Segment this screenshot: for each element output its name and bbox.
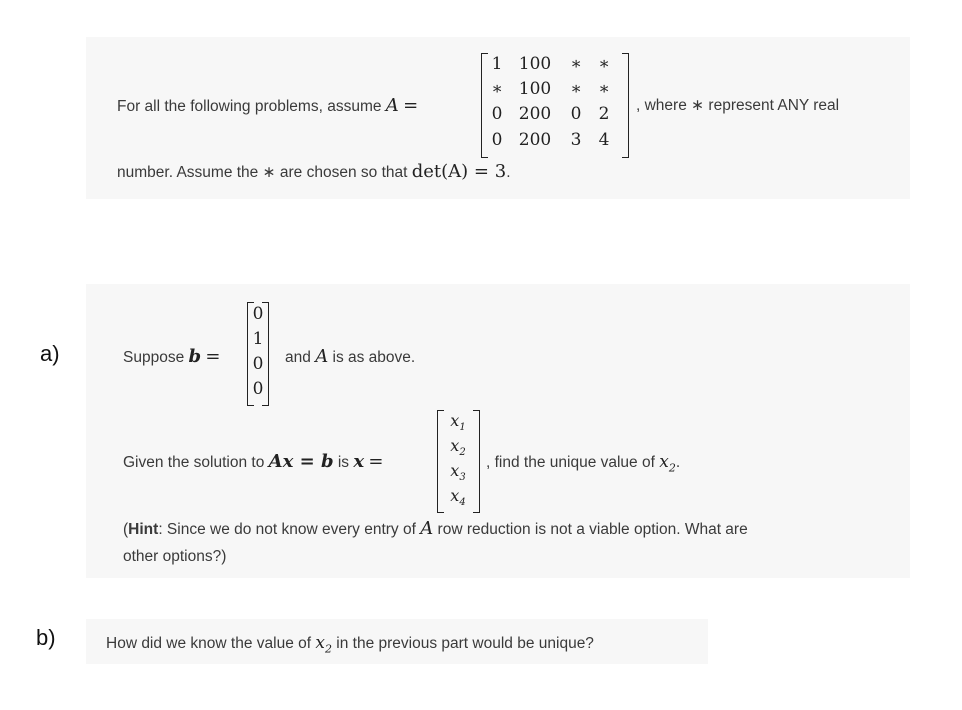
det-expression: det(A) = 3 (411, 161, 507, 182)
x-vector (437, 410, 480, 513)
hint-a: A (420, 518, 434, 539)
hint-line1 (123, 520, 748, 539)
matrix-cell: 2 (598, 104, 610, 124)
b-vector-entry: 0 (252, 304, 264, 324)
b-vector-entry: 0 (252, 354, 264, 374)
equals-sign: = (403, 95, 419, 116)
intro-suffix: , where ∗ represent ANY real (636, 97, 840, 114)
x-equals: = (368, 451, 384, 472)
intro-line2-end: . (506, 164, 511, 181)
matrix-cell: 0 (491, 104, 503, 124)
hint-rest: row reduction is not a viable option. What are (437, 521, 748, 538)
find-end: . (675, 454, 681, 471)
and-text: and (285, 349, 311, 366)
matrix-cell: ∗ (598, 79, 610, 99)
x-right-bracket (473, 410, 480, 513)
intro-line1 (117, 97, 418, 116)
matrix-cell: ∗ (598, 54, 610, 74)
equation: Ax = b (268, 451, 334, 472)
b-equals: = (205, 346, 221, 367)
matrix-cell: 0 (491, 130, 503, 150)
matrix-cell: ∗ (570, 54, 582, 74)
x-vector-entry: $x_1$ (450, 411, 466, 434)
is-text: is (337, 454, 350, 471)
x-symbol: x (353, 451, 365, 472)
matrix-name: A (385, 95, 399, 116)
b-vector-entry: 1 (252, 329, 264, 349)
find-var: $x_2$ (659, 452, 676, 475)
given-text: Given the solution to (123, 454, 265, 471)
matrix-cell: 200 (518, 130, 552, 150)
matrix-a (481, 53, 629, 158)
intro-prefix: For all the following problems, assume (117, 98, 382, 115)
hint-text: : Since we do not know every entry of (158, 521, 416, 538)
x-vector-entry: $x_2$ (450, 436, 466, 459)
matrix-cell: 0 (570, 104, 582, 124)
hint-line2: other options?) (123, 548, 227, 565)
matrix-cell: 100 (518, 79, 552, 99)
b-vector-entry: 0 (252, 379, 264, 399)
matrix-cell: 4 (598, 130, 610, 150)
as-above-text: is as above. (332, 349, 416, 366)
suppose-text: Suppose (123, 349, 185, 366)
matrix-cell: 3 (570, 130, 582, 150)
suppose-line (123, 348, 221, 367)
as-above-line (285, 348, 415, 367)
find-line (486, 453, 680, 477)
question-var: $x_2$ (315, 633, 332, 656)
part-a-label: a) (40, 341, 60, 366)
intro-line2-prefix: number. Assume the ∗ are chosen so that (117, 164, 408, 181)
matrix-cell: 100 (518, 54, 552, 74)
part-b-question (106, 634, 594, 658)
x-vector-entry: $x_4$ (450, 486, 466, 509)
hint-label: Hint (128, 521, 159, 538)
matrix-cell: 200 (518, 104, 552, 124)
a-symbol: A (315, 346, 329, 367)
matrix-cell: ∗ (491, 79, 503, 99)
hint-open: ( (123, 521, 129, 538)
b-vector (247, 302, 269, 406)
question-prefix: How did we know the value of (106, 635, 312, 652)
find-text: , find the unique value of (486, 454, 655, 471)
x-vector-entry: $x_3$ (450, 461, 466, 484)
right-bracket (622, 53, 629, 158)
matrix-cell: ∗ (570, 79, 582, 99)
part-b-label: b) (36, 625, 56, 650)
question-suffix: in the previous part would be unique? (336, 635, 594, 652)
intro-line2 (117, 163, 511, 182)
matrix-cell: 1 (491, 54, 503, 74)
b-symbol: b (188, 346, 202, 367)
given-line (123, 453, 384, 472)
